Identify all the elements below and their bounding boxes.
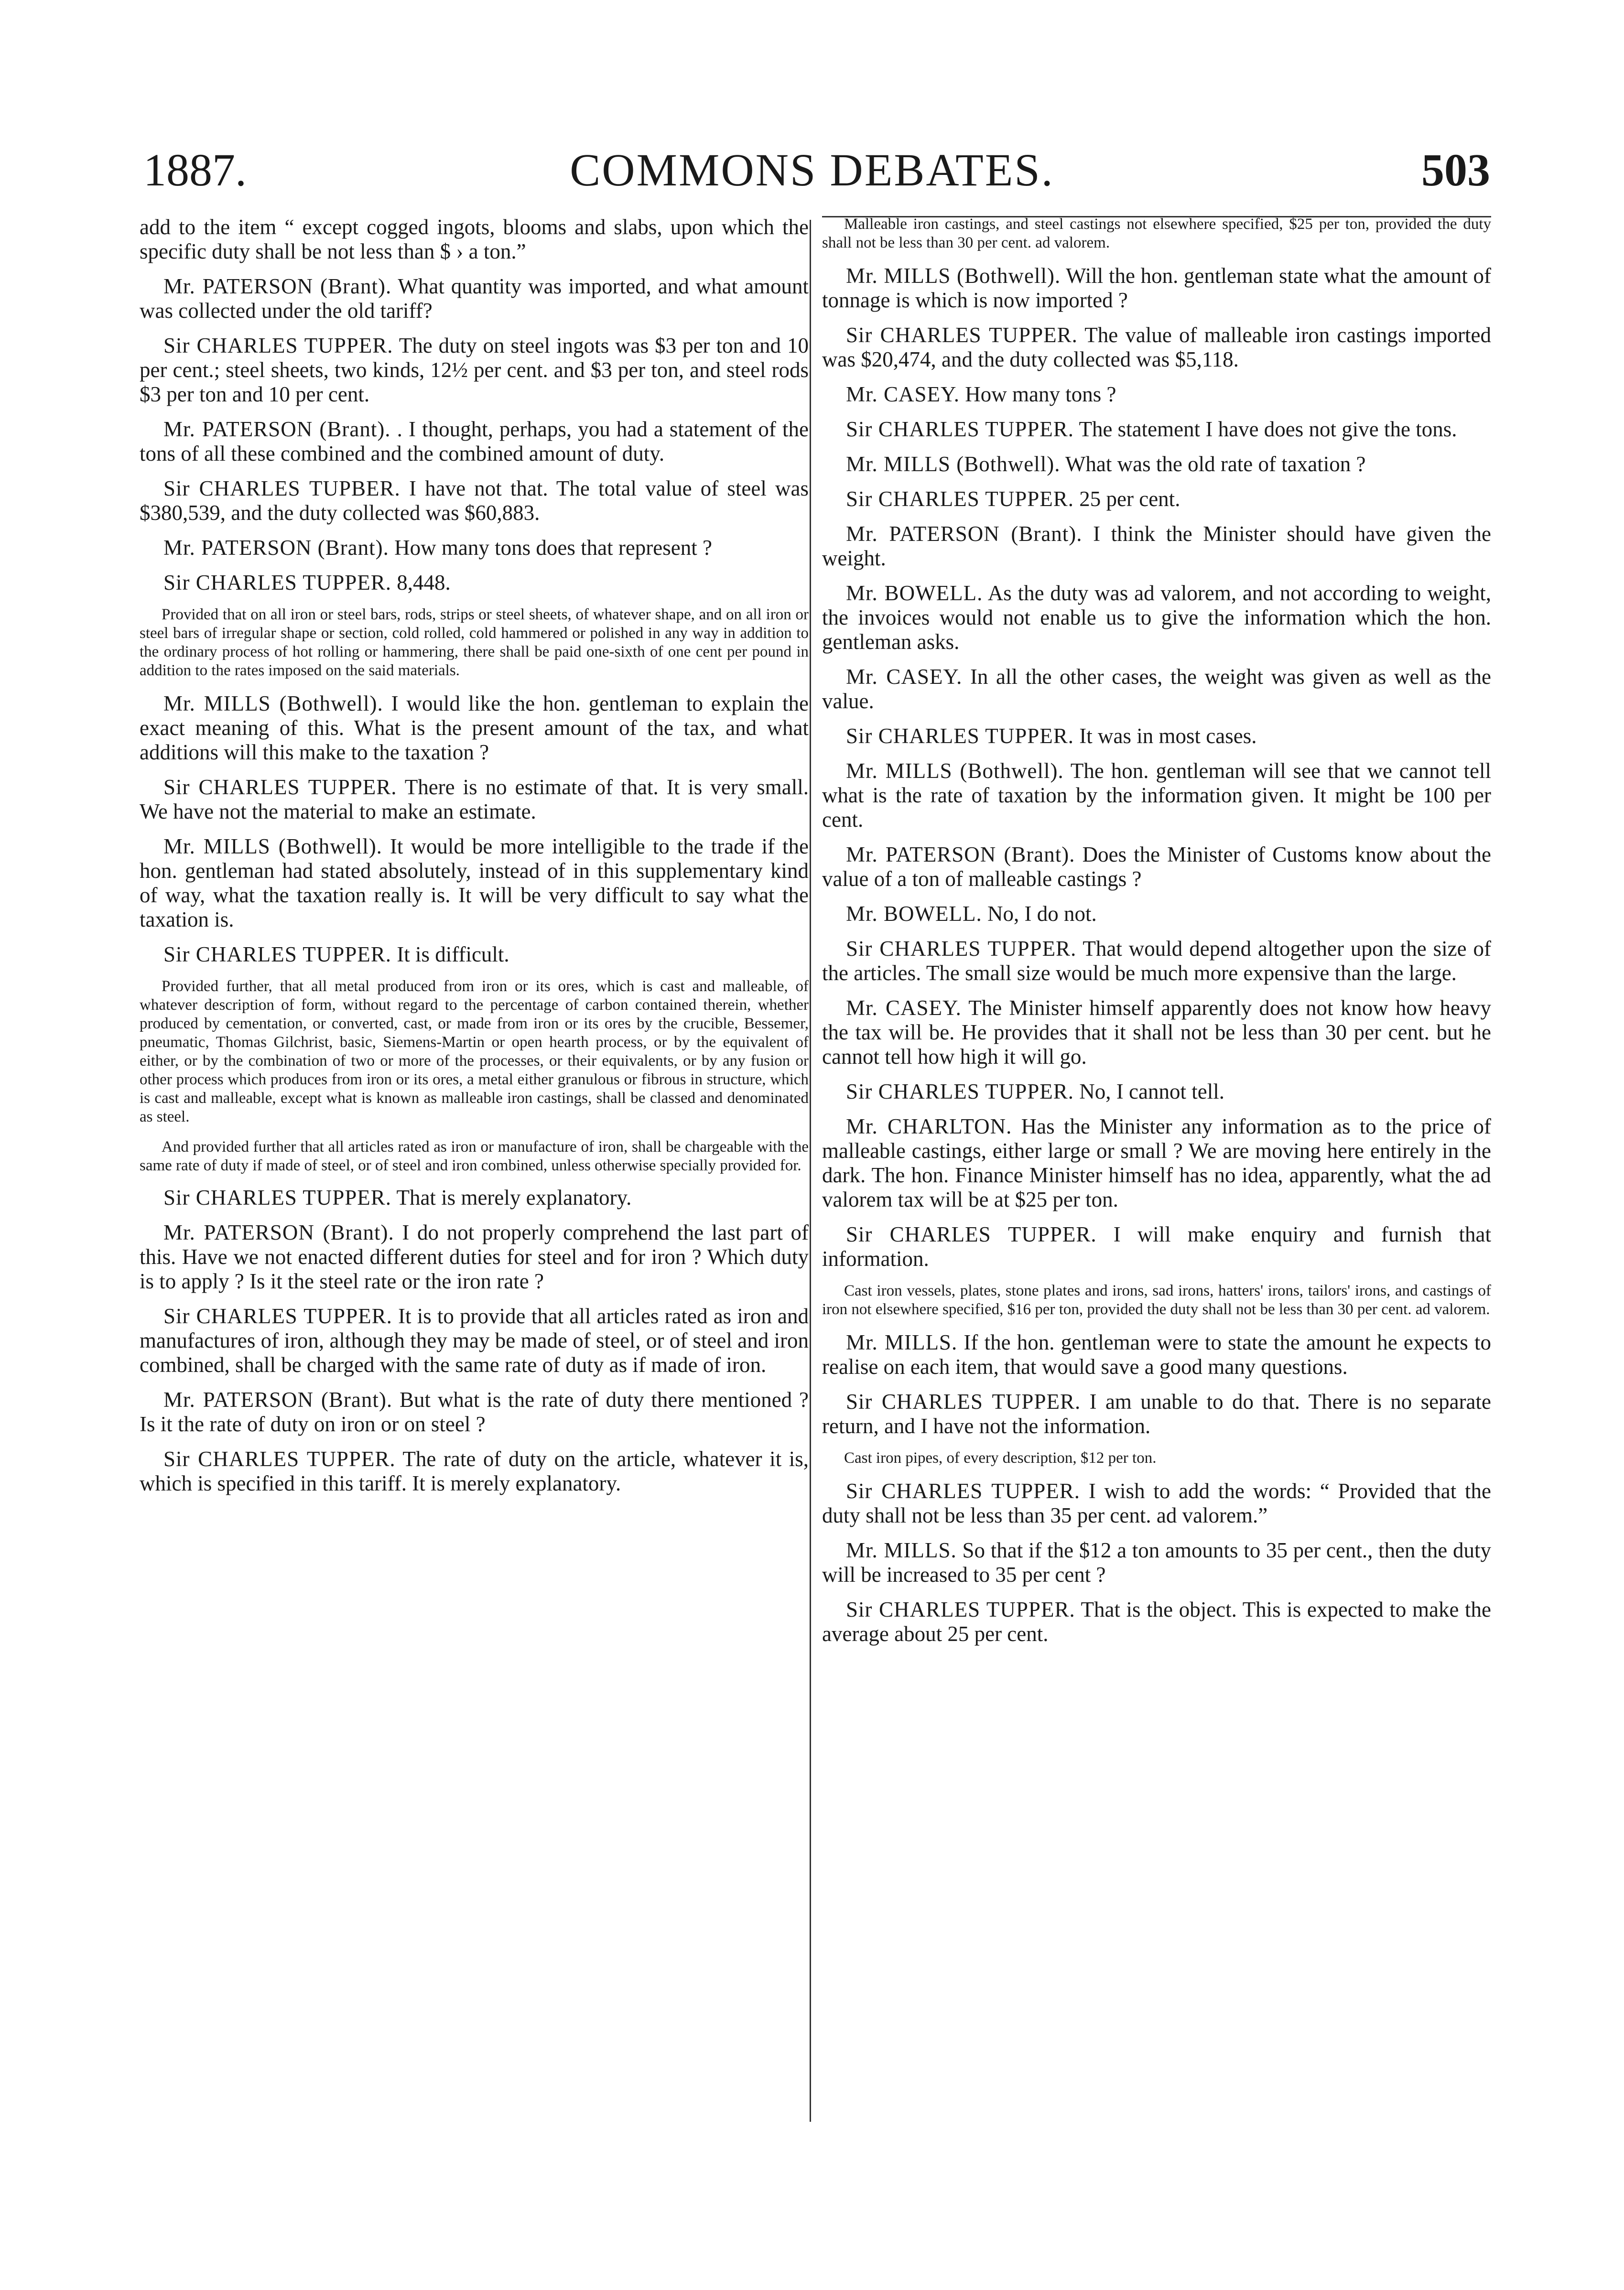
speaker-name: Sir CHARLES TUPPER.	[163, 1447, 396, 1471]
speech-paragraph	[140, 1388, 809, 1437]
speaker-name: Sir CHARLES TUPPER.	[163, 1304, 392, 1328]
speaker-name: Sir CHARLES TUPPER.	[846, 323, 1078, 347]
speaker-name: Mr. CHARLTON.	[846, 1114, 1012, 1138]
speech-paragraph	[822, 902, 1491, 926]
speech-paragraph	[822, 522, 1491, 571]
speech-paragraph	[822, 487, 1491, 511]
speech-text: The statement I have does not give the tons.	[1079, 417, 1457, 441]
speaker-name: Sir CHARLES TUPPER.	[846, 417, 1074, 441]
tariff-clause: Malleable iron castings, and steel castings not elsewhere specified, $25 per ton, provided the duty shall not be less than 30 per cent. ad valorem.	[822, 216, 1491, 251]
speaker-name: Mr. CASEY.	[846, 996, 962, 1020]
speaker-name: Sir CHARLES TUPPER.	[846, 1479, 1081, 1503]
speaker-name: Sir CHARLES TUPPER.	[846, 1080, 1074, 1103]
speech-paragraph	[140, 1221, 809, 1294]
speaker-name: Sir CHARLES TUPBER.	[163, 476, 401, 500]
speech-text: It is difficult.	[397, 942, 509, 966]
speaker-name: Sir CHARLES TUPPER.	[163, 571, 392, 594]
speaker-name: Mr. CASEY.	[846, 665, 963, 689]
speech-paragraph	[822, 1330, 1491, 1379]
speaker-name: Sir CHARLES TUPPER.	[163, 775, 397, 799]
speech-text: What was the old rate of taxation ?	[1065, 452, 1366, 476]
speaker-name: Mr. PATERSON (Brant).	[846, 843, 1075, 866]
speech-paragraph	[822, 452, 1491, 476]
tariff-clause: Provided further, that all metal produced from iron or its ores, which is cast and malleable, of whatever description of form, without regard to the percentage of carbon contained therein, whether produced by cementation, or converted, cast, or made from iron or its ores by the crucible, Bessemer, pneumatic, Thomas Gilchrist, basic, Siemens-Martin or open hearth process, or by the equivalent of either, or by the combination of two or more of the processes, or their equivalents, or by any fusion or other process which produces from iron or its ores, a metal either granulous or fibrous in structure, which is cast and malleable, except what is known as malleable iron castings, shall be classed and denominated as steel.	[140, 978, 809, 1125]
speech-text: It is to provide that all articles rated as iron and manufactures of iron, although they may be made of steel, or of steel and iron combined, shall be charged with the same rate of duty as if made of iron.	[140, 1304, 809, 1377]
speech-paragraph	[822, 323, 1491, 372]
speaker-name: Sir CHARLES TUPPER.	[163, 942, 392, 966]
page-header	[0, 143, 1624, 210]
tariff-clause: And provided further that all articles rated as iron or manufacture of iron, shall be chargeable with the same rate of duty if made of steel, or of steel and iron combined, unless otherwise specially provided for.	[140, 1138, 809, 1174]
speech-text: How many tons ?	[965, 382, 1116, 406]
speech-text: I would like the hon. gentleman to explain the exact meaning of this. What is the present amount of the tax, and what additions will this make to the taxation ?	[140, 691, 809, 764]
speech-paragraph	[822, 1538, 1491, 1587]
tariff-clause: Cast iron pipes, of every description, $12 per ton.	[844, 1449, 1157, 1467]
speaker-name: Mr. PATERSON (Brant).	[163, 417, 391, 441]
speech-paragraph	[822, 417, 1491, 442]
column-divider	[810, 220, 811, 2122]
speaker-name: Sir CHARLES TUPPER.	[846, 724, 1074, 748]
speech-text: 25 per cent.	[1079, 487, 1180, 511]
speaker-name: Sir CHARLES TUPPER.	[163, 334, 393, 357]
speech-paragraph	[822, 382, 1491, 407]
speaker-name: Mr. CASEY.	[846, 382, 960, 406]
continued-paragraph: add to the item “ except cogged ingots, blooms and slabs, upon which the specific duty shall be not less than $ › a ton.”	[140, 215, 809, 263]
speech-text: In all the other cases, the weight was given as well as the value.	[822, 665, 1491, 713]
speech-paragraph	[822, 581, 1491, 654]
speech-text: The duty on steel ingots was $3 per ton and 10 per cent.; steel sheets, two kinds, 12½ per cent. and $3 per ton, and steel rods $3 per ton and 10 per cent.	[140, 334, 809, 406]
speaker-name: Mr. BOWELL.	[846, 902, 982, 926]
speaker-name: Sir CHARLES TUPPER.	[846, 1598, 1075, 1621]
running-title: COMMONS DEBATES.	[570, 144, 1054, 195]
left-column	[140, 215, 809, 2141]
speech-paragraph	[822, 1222, 1491, 1271]
speech-paragraph	[822, 996, 1491, 1069]
speaker-name: Mr. MILLS (Bothwell).	[163, 691, 383, 715]
speaker-name: Mr. PATERSON (Brant).	[163, 536, 389, 560]
speaker-name: Mr. MILLS (Bothwell).	[163, 834, 382, 858]
speech-paragraph	[822, 1390, 1491, 1438]
speaker-name: Mr. MILLS (Bothwell).	[846, 759, 1064, 783]
speech-paragraph	[140, 571, 809, 595]
page-number: 503	[1421, 144, 1490, 195]
speech-text: That is the object. This is expected to make the average about 25 per cent.	[822, 1598, 1491, 1646]
speech-paragraph	[140, 476, 809, 525]
speech-text: I do not properly comprehend the last part of this. Have we not enacted different duties for steel and for iron ? Which duty is to apply ? Is it the steel rate or the iron rate ?	[140, 1221, 809, 1293]
speech-paragraph	[140, 334, 809, 407]
speaker-name: Mr. MILLS.	[846, 1538, 957, 1562]
speech-text: No, I do not.	[987, 902, 1097, 926]
speech-paragraph	[822, 1479, 1491, 1528]
speech-text: I have not that. The total value of steel was $380,539, and the duty collected was $60,883.	[140, 476, 809, 525]
speech-text: As the duty was ad valorem, and not according to weight, the invoices would not enable us to give the information which the hon. gentleman asks.	[822, 581, 1491, 654]
speaker-name: Sir CHARLES TUPPER.	[846, 937, 1077, 961]
speech-text: The value of malleable iron castings imported was $20,474, and the duty collected was $5,118.	[822, 323, 1491, 371]
speech-text: Has the Minister any information as to the price of malleable castings, either large or small ? We are moving here entirely in the dark. The hon. Finance Minister himself has no idea, apparently, what the ad valorem tax will be at $25 per ton.	[822, 1114, 1491, 1211]
speaker-name: Mr. PATERSON (Brant).	[163, 274, 392, 298]
speech-text: I wish to add the words: “ Provided that the duty shall not be less than 35 per cent. ad valorem.”	[822, 1479, 1491, 1527]
speech-text: What quantity was imported, and what amount was collected under the old tariff?	[140, 274, 809, 323]
speech-paragraph	[140, 942, 809, 967]
speaker-name: Mr. PATERSON (Brant).	[163, 1221, 394, 1244]
speech-text: The hon. gentleman will see that we cannot tell what is the rate of taxation by the information given. It might be 100 per cent.	[822, 759, 1491, 832]
speaker-name: Mr. PATERSON (Brant).	[846, 522, 1083, 546]
speech-paragraph	[140, 536, 809, 560]
speech-paragraph	[822, 724, 1491, 748]
speech-text: . I thought, perhaps, you had a statement of the tons of all these combined and the combined amount of duty.	[140, 417, 809, 465]
speech-paragraph	[822, 1080, 1491, 1104]
speaker-name: Sir CHARLES TUPPER.	[163, 1186, 392, 1210]
right-column	[822, 215, 1491, 2141]
speech-text: 8,448.	[397, 571, 451, 594]
speaker-name: Mr. MILLS (Bothwell).	[846, 452, 1061, 476]
speech-paragraph	[822, 937, 1491, 985]
speech-paragraph	[822, 843, 1491, 891]
tariff-clause: Provided that on all iron or steel bars, rods, strips or steel sheets, of whatever shape, and on all iron or steel bars of irregular shape or section, cold rolled, cold hammered or polished in any way in addition to the ordinary process of hot rolling or hammering, there shall be paid one-sixth of one cent per pound in addition to the rates imposed on the said materials.	[140, 606, 809, 679]
speech-paragraph	[822, 759, 1491, 832]
speech-paragraph	[822, 1114, 1491, 1212]
tariff-clause: Cast iron vessels, plates, stone plates and irons, sad irons, hatters' irons, tailors' irons, and castings of iron not elsewhere specified, $16 per ton, provided the duty shall not be less than 30 per cent. ad valorem.	[822, 1282, 1491, 1318]
speech-text: So that if the $12 a ton amounts to 35 per cent., then the duty will be increased to 35 per cent ?	[822, 1538, 1491, 1587]
speech-text: No, I cannot tell.	[1079, 1080, 1224, 1103]
speech-paragraph	[140, 1186, 809, 1210]
speech-paragraph	[140, 1304, 809, 1377]
speech-paragraph	[140, 1447, 809, 1496]
speech-text: That is merely explanatory.	[396, 1186, 632, 1210]
speaker-name: Mr. PATERSON (Brant).	[163, 1388, 393, 1412]
speech-text: Will the hon. gentleman state what the amount of tonnage is which is now imported ?	[822, 264, 1491, 312]
speech-text: Does the Minister of Customs know about the value of a ton of malleable castings ?	[822, 843, 1491, 891]
speech-text: The rate of duty on the article, whatever it is, which is specified in this tariff. It is merely explanatory.	[140, 1447, 809, 1495]
speaker-name: Mr. MILLS (Bothwell).	[846, 264, 1061, 288]
speech-text: There is no estimate of that. It is very small. We have not the material to make an estimate.	[140, 775, 809, 823]
speaker-name: Sir CHARLES TUPPER.	[846, 1222, 1097, 1246]
speech-text: But what is the rate of duty there mentioned ? Is it the rate of duty on iron or on steel ?	[140, 1388, 809, 1436]
speaker-name: Sir CHARLES TUPPER.	[846, 1390, 1081, 1414]
speech-paragraph	[140, 691, 809, 765]
speech-paragraph	[140, 417, 809, 466]
speech-paragraph	[140, 834, 809, 932]
speaker-name: Mr. MILLS.	[846, 1330, 958, 1354]
speech-paragraph	[140, 775, 809, 824]
speech-paragraph	[140, 274, 809, 323]
speech-paragraph	[822, 1598, 1491, 1646]
header-year: 1887.	[143, 144, 247, 195]
speech-text: The Minister himself apparently does not know how heavy the tax will be. He provides that it shall not be less than 30 per cent. but he cannot tell how high it will go.	[822, 996, 1491, 1069]
speech-text: How many tons does that represent ?	[394, 536, 712, 560]
speech-text: I think the Minister should have given the weight.	[822, 522, 1491, 570]
speech-text: I will make enquiry and furnish that information.	[822, 1222, 1491, 1271]
speech-paragraph	[822, 264, 1491, 313]
speech-text: I am unable to do that. There is no separate return, and I have not the information.	[822, 1390, 1491, 1438]
speech-paragraph	[822, 665, 1491, 713]
speech-text: That would depend altogether upon the size of the articles. The small size would be much more expensive than the large.	[822, 937, 1491, 985]
speaker-name: Sir CHARLES TUPPER.	[846, 487, 1074, 511]
speech-text: It was in most cases.	[1079, 724, 1257, 748]
speaker-name: Mr. BOWELL.	[846, 581, 983, 605]
speech-text: If the hon. gentleman were to state the amount he expects to realise on each item, that would save a good many questions.	[822, 1330, 1491, 1379]
speech-text: It would be more intelligible to the trade if the hon. gentleman had stated absolutely, instead of in this supplementary kind of way, what the taxation really is. It will be very difficult to say what the taxation is.	[140, 834, 809, 931]
